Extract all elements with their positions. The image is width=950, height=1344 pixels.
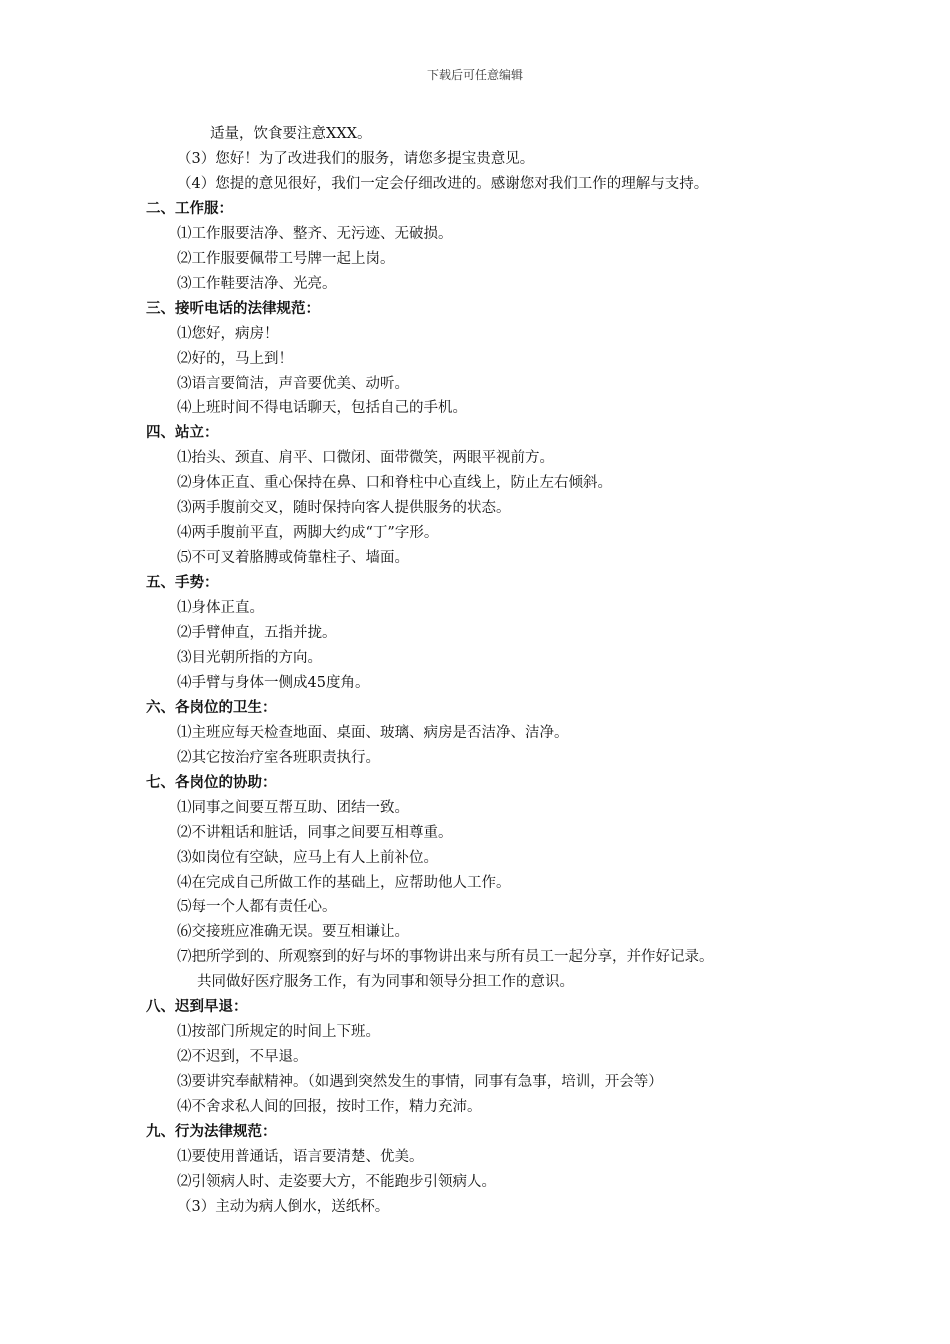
text-line: ⑵好的，马上到！ — [177, 351, 293, 367]
text-line: ⑵身体正直、重心保持在鼻、口和脊柱中心直线上，防止左右倾斜。 — [177, 475, 612, 491]
text-line: ⑴按部门所规定的时间上下班。 — [177, 1024, 380, 1040]
section-heading: 九、行为法律规范： — [146, 1123, 277, 1140]
section-heading: 五、手势： — [146, 574, 219, 591]
text-line: ⑷手臂与身体一侧成45度角。 — [177, 675, 370, 691]
text-line: ⑶目光朝所指的方向。 — [177, 650, 322, 666]
text-line: ⑶要讲究奉献精神。（如遇到突然发生的事情，同事有急事，培训，开会等） — [177, 1074, 663, 1090]
text-line: ⑵工作服要佩带工号牌一起上岗。 — [177, 251, 395, 267]
text-line: ⑴同事之间要互帮互助、团结一致。 — [177, 800, 409, 816]
text-line: （3）您好！为了改进我们的服务，请您多提宝贵意见。 — [177, 151, 535, 167]
section-heading: 二、工作服： — [146, 200, 233, 217]
text-line: ⑵其它按治疗室各班职责执行。 — [177, 750, 380, 766]
section-heading: 四、站立： — [146, 424, 219, 441]
section-heading: 七、各岗位的协助： — [146, 774, 277, 791]
text-line: ⑶如岗位有空缺，应马上有人上前补位。 — [177, 850, 438, 866]
text-line: ⑸每一个人都有责任心。 — [177, 899, 337, 915]
text-line: ⑶语言要简洁，声音要优美、动听。 — [177, 376, 409, 392]
text-line: ⑵引领病人时、走姿要大方，不能跑步引领病人。 — [177, 1174, 496, 1190]
section-heading: 六、各岗位的卫生： — [146, 699, 277, 716]
text-line: （4）您提的意见很好，我们一定会仔细改进的。感谢您对我们工作的理解与支持。 — [177, 176, 709, 192]
text-line: ⑵不讲粗话和脏话，同事之间要互相尊重。 — [177, 825, 453, 841]
text-line: 适量，饮食要注意XXX。 — [210, 126, 372, 142]
text-line: （3）主动为病人倒水，送纸杯。 — [177, 1199, 390, 1215]
text-line: ⑹交接班应准确无误。要互相谦让。 — [177, 924, 409, 940]
text-line: ⑺把所学到的、所观察到的好与坏的事物讲出来与所有员工一起分享，并作好记录。 — [177, 949, 714, 965]
text-line: ⑴工作服要洁净、整齐、无污迹、无破损。 — [177, 226, 453, 242]
text-line: ⑴抬头、颈直、肩平、口微闭、面带微笑，两眼平视前方。 — [177, 450, 554, 466]
page-header: 下载后可任意编辑 — [426, 68, 523, 82]
text-line: ⑷不舍求私人间的回报，按时工作，精力充沛。 — [177, 1099, 482, 1115]
text-line: ⑴要使用普通话，语言要清楚、优美。 — [177, 1149, 424, 1165]
text-line: ⑴您好，病房！ — [177, 326, 279, 342]
text-line: ⑴身体正直。 — [177, 600, 264, 616]
text-line: ⑷在完成自己所做工作的基础上，应帮助他人工作。 — [177, 875, 511, 891]
text-line: ⑷上班时间不得电话聊天，包括自己的手机。 — [177, 400, 467, 416]
text-line: ⑷两手腹前平直，两脚大约成“丁”字形。 — [177, 525, 439, 541]
text-line: 共同做好医疗服务工作，有为同事和领导分担工作的意识。 — [197, 974, 574, 990]
section-heading: 八、迟到早退： — [146, 998, 248, 1015]
text-line: ⑴主班应每天检查地面、桌面、玻璃、病房是否洁净、洁净。 — [177, 725, 569, 741]
text-line: ⑵手臂伸直，五指并拢。 — [177, 625, 337, 641]
section-heading: 三、接听电话的法律规范： — [146, 300, 320, 317]
text-line: ⑵不迟到，不早退。 — [177, 1049, 308, 1065]
text-line: ⑶两手腹前交叉，随时保持向客人提供服务的状态。 — [177, 500, 511, 516]
text-line: ⑶工作鞋要洁净、光亮。 — [177, 276, 337, 292]
text-line: ⑸不可叉着胳膊或倚靠柱子、墙面。 — [177, 550, 409, 566]
